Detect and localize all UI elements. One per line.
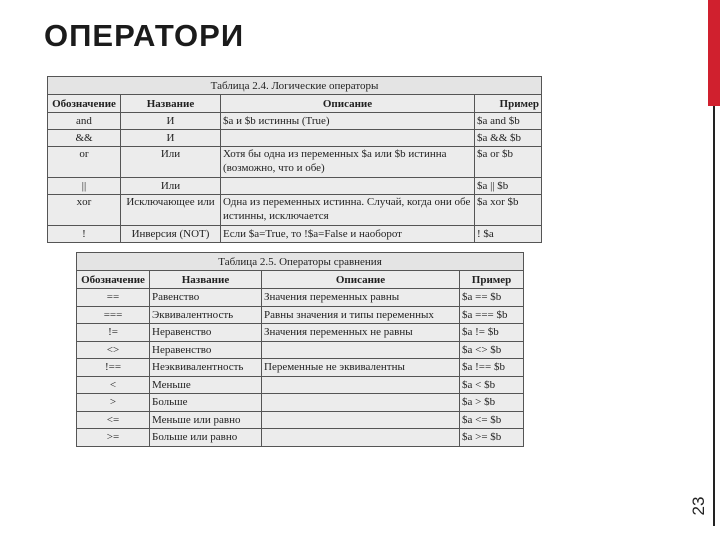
column-header: Обозначение xyxy=(48,95,121,113)
cell: >= xyxy=(77,429,150,447)
cell: Инверсия (NOT) xyxy=(121,226,221,243)
cell: Одна из переменных истинна. Случай, когда они обе истинны, исключается xyxy=(221,195,475,226)
column-header: Пример xyxy=(475,95,542,113)
column-header: Обозначение xyxy=(77,271,150,289)
table-row xyxy=(77,341,524,359)
cell: $a or $b xyxy=(475,147,542,178)
cell: Исключающее или xyxy=(121,195,221,226)
comparison-operators-table xyxy=(76,252,524,447)
cell: Или xyxy=(121,178,221,195)
table-row xyxy=(77,376,524,394)
cell xyxy=(262,429,460,447)
cell xyxy=(262,411,460,429)
cell: Меньше или равно xyxy=(150,411,262,429)
cell: and xyxy=(48,113,121,130)
cell: Хотя бы одна из переменных $a или $b истинна (возможно, что и обе) xyxy=(221,147,475,178)
cell: Или xyxy=(121,147,221,178)
cell: И xyxy=(121,130,221,147)
cell: Равны значения и типы переменных xyxy=(262,306,460,324)
table-row xyxy=(48,147,542,178)
table-row xyxy=(48,178,542,195)
table-row xyxy=(77,306,524,324)
cell: <> xyxy=(77,341,150,359)
cell: ! $a xyxy=(475,226,542,243)
cell: Значения переменных равны xyxy=(262,289,460,307)
cell: Переменные не эквивалентны xyxy=(262,359,460,377)
cell: ! xyxy=(48,226,121,243)
cell: Равенство xyxy=(150,289,262,307)
cell: Неравенство xyxy=(150,341,262,359)
table-caption: Таблица 2.5. Операторы сравнения xyxy=(77,253,524,271)
slide-title: ОПЕРАТОРИ xyxy=(44,18,245,53)
table-row xyxy=(48,113,542,130)
cell xyxy=(221,178,475,195)
column-header: Описание xyxy=(262,271,460,289)
cell xyxy=(262,376,460,394)
accent-bar xyxy=(708,0,720,106)
cell: > xyxy=(77,394,150,412)
cell xyxy=(262,341,460,359)
page-number: 23 xyxy=(689,496,708,516)
cell: !== xyxy=(77,359,150,377)
cell: $a && $b xyxy=(475,130,542,147)
column-header: Название xyxy=(121,95,221,113)
table-row xyxy=(48,130,542,147)
cell: $a == $b xyxy=(460,289,524,307)
cell: $a < $b xyxy=(460,376,524,394)
cell: Неэквивалентность xyxy=(150,359,262,377)
cell xyxy=(262,394,460,412)
cell: $a <> $b xyxy=(460,341,524,359)
table-row xyxy=(48,226,542,243)
cell: $a != $b xyxy=(460,324,524,342)
cell: or xyxy=(48,147,121,178)
cell: Неравенство xyxy=(150,324,262,342)
table-row xyxy=(77,429,524,447)
column-header: Пример xyxy=(460,271,524,289)
cell: $a и $b истинны (True) xyxy=(221,113,475,130)
cell: xor xyxy=(48,195,121,226)
cell: $a === $b xyxy=(460,306,524,324)
table-caption: Таблица 2.4. Логические операторы xyxy=(48,77,542,95)
column-header: Название xyxy=(150,271,262,289)
table-row xyxy=(77,359,524,377)
table-row xyxy=(77,289,524,307)
cell: Эквивалентность xyxy=(150,306,262,324)
divider-line xyxy=(713,106,715,526)
cell: <= xyxy=(77,411,150,429)
table-row xyxy=(77,324,524,342)
cell: $a !== $b xyxy=(460,359,524,377)
cell: Больше xyxy=(150,394,262,412)
cell: && xyxy=(48,130,121,147)
cell: || xyxy=(48,178,121,195)
cell: != xyxy=(77,324,150,342)
cell: Меньше xyxy=(150,376,262,394)
cell: $a >= $b xyxy=(460,429,524,447)
cell xyxy=(221,130,475,147)
cell: $a || $b xyxy=(475,178,542,195)
table-row xyxy=(48,195,542,226)
cell: Если $a=True, то !$a=False и наоборот xyxy=(221,226,475,243)
table-row xyxy=(77,394,524,412)
cell: $a xor $b xyxy=(475,195,542,226)
column-header: Описание xyxy=(221,95,475,113)
cell: Больше или равно xyxy=(150,429,262,447)
cell: == xyxy=(77,289,150,307)
cell: И xyxy=(121,113,221,130)
cell: $a and $b xyxy=(475,113,542,130)
cell: Значения переменных не равны xyxy=(262,324,460,342)
cell: < xyxy=(77,376,150,394)
logical-operators-table xyxy=(47,76,542,243)
table-row xyxy=(77,411,524,429)
cell: === xyxy=(77,306,150,324)
cell: $a <= $b xyxy=(460,411,524,429)
cell: $a > $b xyxy=(460,394,524,412)
